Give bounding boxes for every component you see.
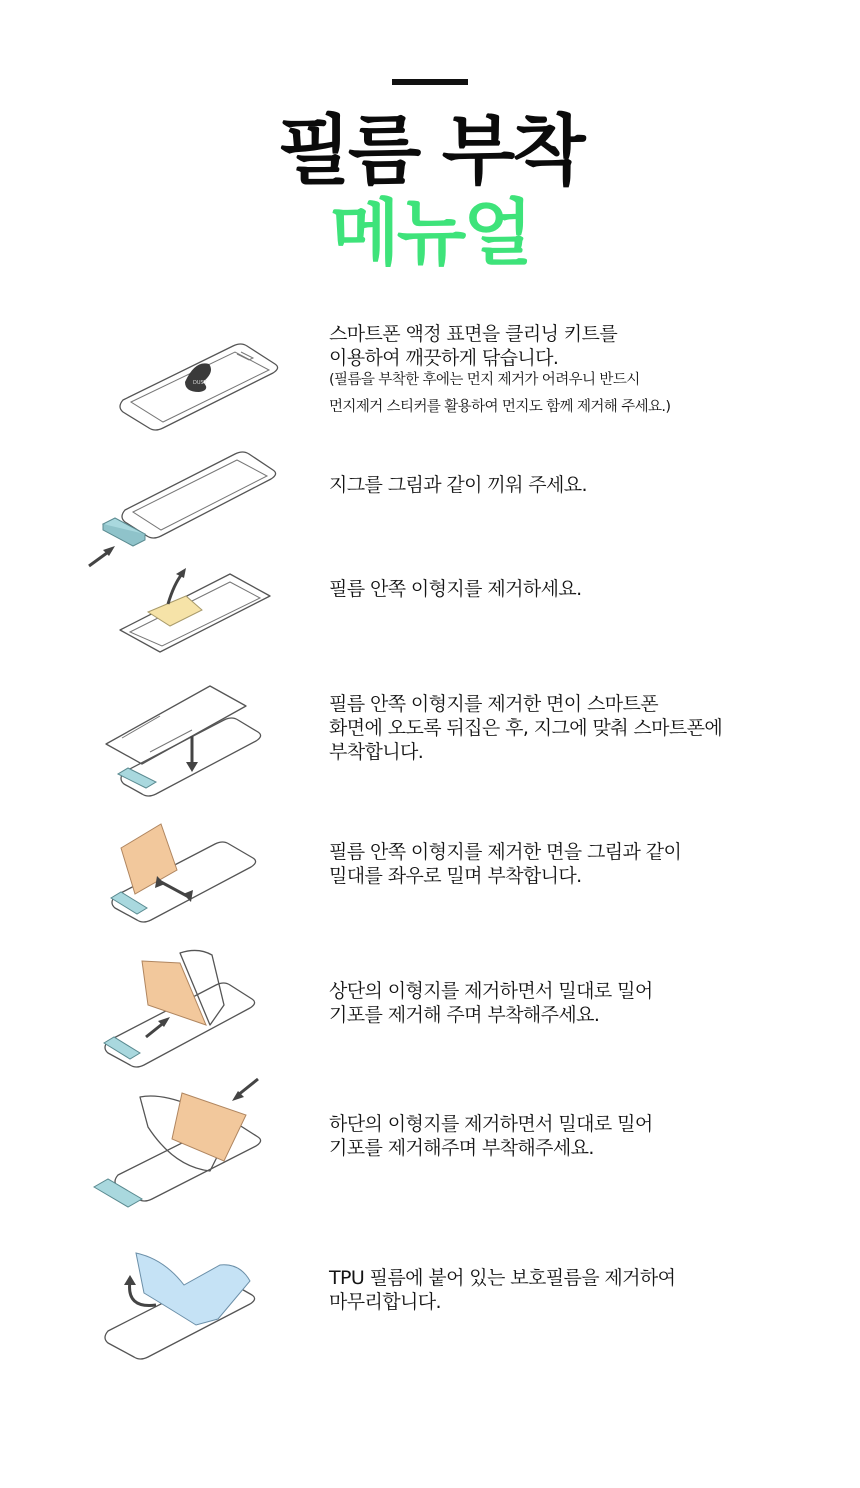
film-flip-attach-icon <box>100 680 270 805</box>
step-4-text: 필름 안쪽 이형지를 제거한 면이 스마트폰 화면에 오도록 뒤집은 후, 지그에 맞춰 스마트폰에 부착합니다. <box>329 693 723 763</box>
bottom-liner-remove-icon <box>90 1075 265 1215</box>
svg-text:DUST: DUST <box>193 380 207 386</box>
step-2-text: 지그를 그림과 같이 끼워 주세요. <box>329 474 588 496</box>
jig-insert-icon <box>85 448 285 573</box>
page-title: 필름 부착 <box>277 106 583 195</box>
protective-film-remove-icon <box>100 1245 270 1365</box>
phone-cleaning-icon <box>115 340 285 440</box>
step-8-text: TPU 필름에 붙어 있는 보호필름을 제거하여 마무리합니다. <box>329 1267 676 1313</box>
step-1-text: 스마트폰 액정 표면을 클리닝 키트를 이용하여 깨끗하게 닦습니다. <box>329 323 618 369</box>
liner-peel-icon <box>110 560 280 660</box>
top-liner-remove-icon <box>100 945 265 1075</box>
step-5-text: 필름 안쪽 이형지를 제거한 면을 그림과 같이 밀대를 좌우로 밀며 부착합니다. <box>329 841 682 887</box>
step-3-text: 필름 안쪽 이형지를 제거하세요. <box>329 578 582 600</box>
step-7-text: 하단의 이형지를 제거하면서 밀대로 밀어 기포를 제거해주며 부착해주세요. <box>329 1113 653 1159</box>
step-6-text: 상단의 이형지를 제거하면서 밀대로 밀어 기포를 제거해 주며 부착해주세요. <box>329 980 653 1026</box>
page-subtitle: 메뉴얼 <box>330 191 530 275</box>
title-divider-bar <box>392 79 468 85</box>
squeegee-push-icon <box>105 818 265 928</box>
step-1-note: (필름을 부착한 후에는 먼지 제거가 어려우니 반드시 먼지제거 스티커를 활용하여 먼지도 함께 제거해 주세요.) <box>329 372 671 415</box>
